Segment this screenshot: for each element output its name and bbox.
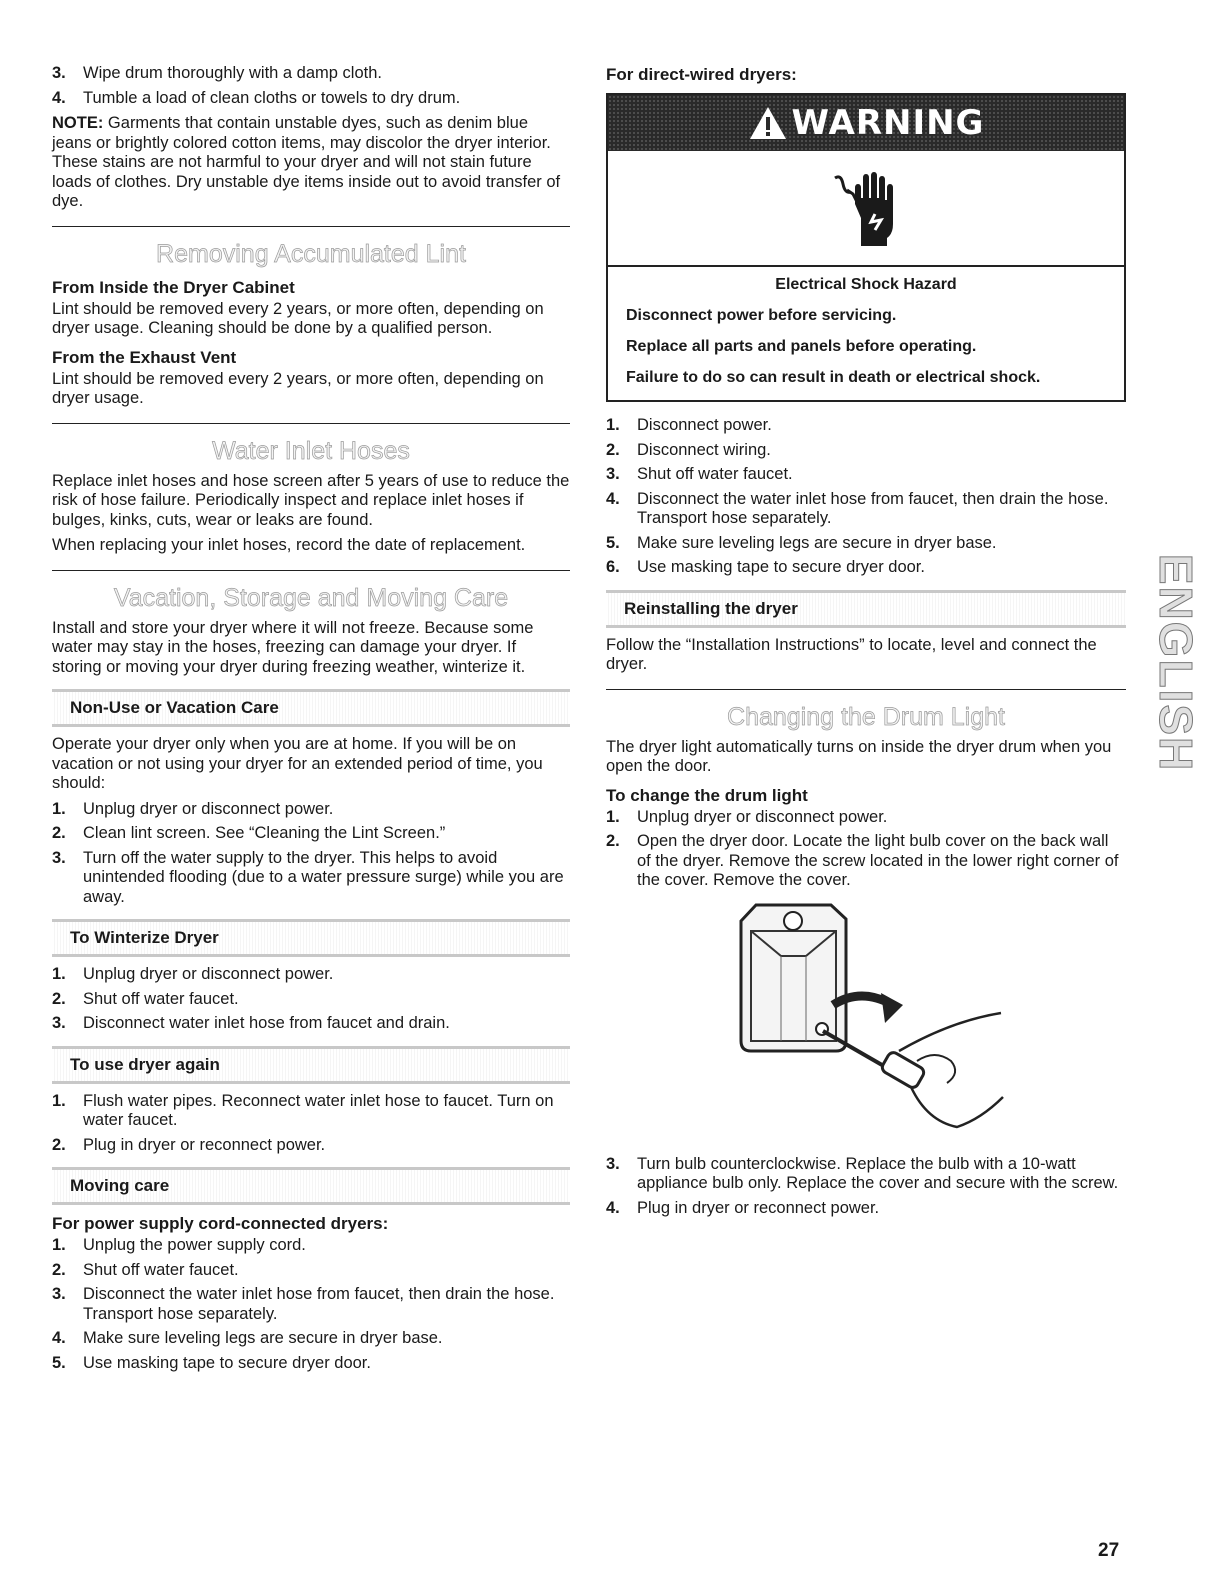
divider — [52, 226, 570, 227]
warning-box — [606, 93, 1126, 402]
list-item: 4. Plug in dryer or reconnect power. — [606, 1198, 880, 1217]
reinstalling-text: Follow the “Installation Instructions” to locate, level and connect the dryer. — [606, 635, 1097, 673]
list-item: 3. Turn off the water supply to the dryer. This helps to avoid unintended flooding (due to a water pressure surge) while you are away. — [52, 848, 564, 906]
list-item: 1. Unplug dryer or disconnect power. — [606, 807, 888, 826]
vacation-section-title: Vacation, Storage and Moving Care — [113, 583, 509, 612]
drum-light-steps-continued — [606, 1155, 1126, 1219]
vacation-intro: Install and store your dryer where it will not freeze. Because some water may stay in the hoses, freezing can damage your dryer. If storing or moving your dryer during freezing weather, winterize it. — [52, 618, 534, 676]
reinstalling-heading: Reinstalling the dryer — [606, 590, 1126, 628]
nonuse-steps — [52, 800, 570, 908]
winterize-steps — [52, 965, 570, 1034]
list-item: 5. Use masking tape to secure dryer door. — [52, 1353, 371, 1372]
warning-line: Failure to do so can result in death or electrical shock. — [626, 369, 1041, 386]
drum-light-section-title: Changing the Drum Light — [727, 702, 1005, 731]
list-item: 1. Unplug dryer or disconnect power. — [52, 965, 334, 983]
hoses-text: Replace inlet hoses and hose screen after 5 years of use to reduce the risk of hose failure. Periodically inspect and replace inlet hoses if bulges, kinks, cuts, wear or leaks are found. — [52, 471, 570, 529]
direct-wired-steps — [606, 416, 1126, 578]
warning-title: WARNING — [791, 103, 985, 143]
hoses-section-title: Water Inlet Hoses — [212, 436, 410, 465]
bulb-cover-screwdriver-illustration — [721, 901, 1011, 1141]
drum-cleaning-steps — [52, 64, 570, 108]
list-item: 1. Unplug dryer or disconnect power. — [52, 799, 334, 818]
dye-note: NOTE: Garments that contain unstable dyes, such as denim blue jeans or brightly colored cotton items, may discolor the dryer interior. These stains are not harmful to your dryer and will not stain future loads of clothes. Dry unstable dye items inside out to avoid transfer of dye. — [52, 114, 561, 210]
electric-shock-hand-icon — [831, 168, 901, 248]
list-item: 2. Plug in dryer or reconnect power. — [52, 1135, 326, 1154]
moving-care-heading: Moving care — [52, 1167, 570, 1205]
list-item: 1. Unplug the power supply cord. — [52, 1236, 306, 1254]
right-column — [606, 64, 1126, 1224]
list-item: 3. Shut off water faucet. — [606, 465, 793, 483]
winterize-heading: To Winterize Dryer — [52, 919, 570, 957]
divider — [606, 689, 1126, 690]
list-item: 2. Disconnect wiring. — [606, 440, 771, 459]
use-again-heading: To use dryer again — [52, 1046, 570, 1084]
nonuse-text: Operate your dryer only when you are at home. If you will be on vacation or not using your dryer for an extended period of time, you should: — [52, 735, 543, 792]
cabinet-text: Lint should be removed every 2 years, or more often, depending on dryer usage. Cleaning should be done by a qualified person. — [52, 299, 544, 337]
vent-heading: From the Exhaust Vent — [52, 347, 237, 367]
language-side-tab — [1150, 553, 1202, 773]
list-item: 6. Use masking tape to secure dryer door. — [606, 558, 925, 576]
use-again-steps — [52, 1092, 570, 1156]
warning-line: Replace all parts and panels before operating. — [626, 338, 977, 355]
nonuse-heading: Non-Use or Vacation Care — [52, 689, 570, 727]
cord-connected-heading: For power supply cord-connected dryers: — [52, 1214, 389, 1233]
list-item: 5. Make sure leveling legs are secure in dryer base. — [606, 533, 997, 552]
cabinet-heading: From Inside the Dryer Cabinet — [52, 277, 295, 297]
list-item: 4. Disconnect the water inlet hose from faucet, then drain the hose. Transport hose separately. — [606, 489, 1109, 527]
lint-section-title: Removing Accumulated Lint — [156, 239, 466, 268]
warning-line: Disconnect power before servicing. — [626, 307, 897, 324]
list-item: 2. Shut off water faucet. — [52, 989, 239, 1008]
list-item: 3. Wipe drum thoroughly with a damp cloth. — [52, 64, 382, 82]
vent-text: Lint should be removed every 2 years, or more often, depending on dryer usage. — [52, 369, 544, 407]
warning-header — [608, 95, 1124, 151]
list-item: 2. Open the dryer door. Locate the light bulb cover on the back wall of the dryer. Remove the screw located in the lower right corner of the cover. Remove the cover. — [606, 832, 1119, 889]
list-item: 3. Disconnect the water inlet hose from faucet, then drain the hose. Transport hose separately. — [52, 1285, 555, 1323]
cord-connected-steps — [52, 1236, 570, 1373]
warning-triangle-icon — [748, 105, 788, 141]
divider — [52, 570, 570, 571]
drum-light-intro: The dryer light automatically turns on inside the dryer drum when you open the door. — [606, 737, 1112, 775]
hoses-record-text: When replacing your inlet hoses, record the date of replacement. — [52, 536, 526, 554]
change-drum-light-heading: To change the drum light — [606, 785, 808, 805]
language-label: ENGLISH — [1150, 553, 1202, 773]
list-item: 1. Disconnect power. — [606, 416, 772, 434]
list-item: 2. Clean lint screen. See “Cleaning the Lint Screen.” — [52, 824, 446, 842]
drum-light-steps — [606, 808, 1126, 891]
drum-light-illustration — [606, 901, 1126, 1141]
list-item: 3. Disconnect water inlet hose from faucet and drain. — [52, 1014, 450, 1032]
left-column — [52, 64, 570, 1379]
hazard-title: Electrical Shock Hazard — [775, 276, 957, 293]
page-number: 27 — [1098, 1540, 1120, 1561]
list-item: 4. Tumble a load of clean cloths or towels to dry drum. — [52, 88, 461, 107]
divider — [52, 423, 570, 424]
direct-wired-heading: For direct-wired dryers: — [606, 65, 797, 84]
list-item: 1. Flush water pipes. Reconnect water inlet hose to faucet. Turn on water faucet. — [52, 1091, 554, 1129]
list-item: 4. Make sure leveling legs are secure in dryer base. — [52, 1329, 443, 1347]
note-label: NOTE: — [52, 114, 104, 132]
list-item: 3. Turn bulb counterclockwise. Replace the bulb with a 10-watt appliance bulb only. Replace the cover and secure with the screw. — [606, 1154, 1119, 1192]
list-item: 2. Shut off water faucet. — [52, 1260, 239, 1279]
